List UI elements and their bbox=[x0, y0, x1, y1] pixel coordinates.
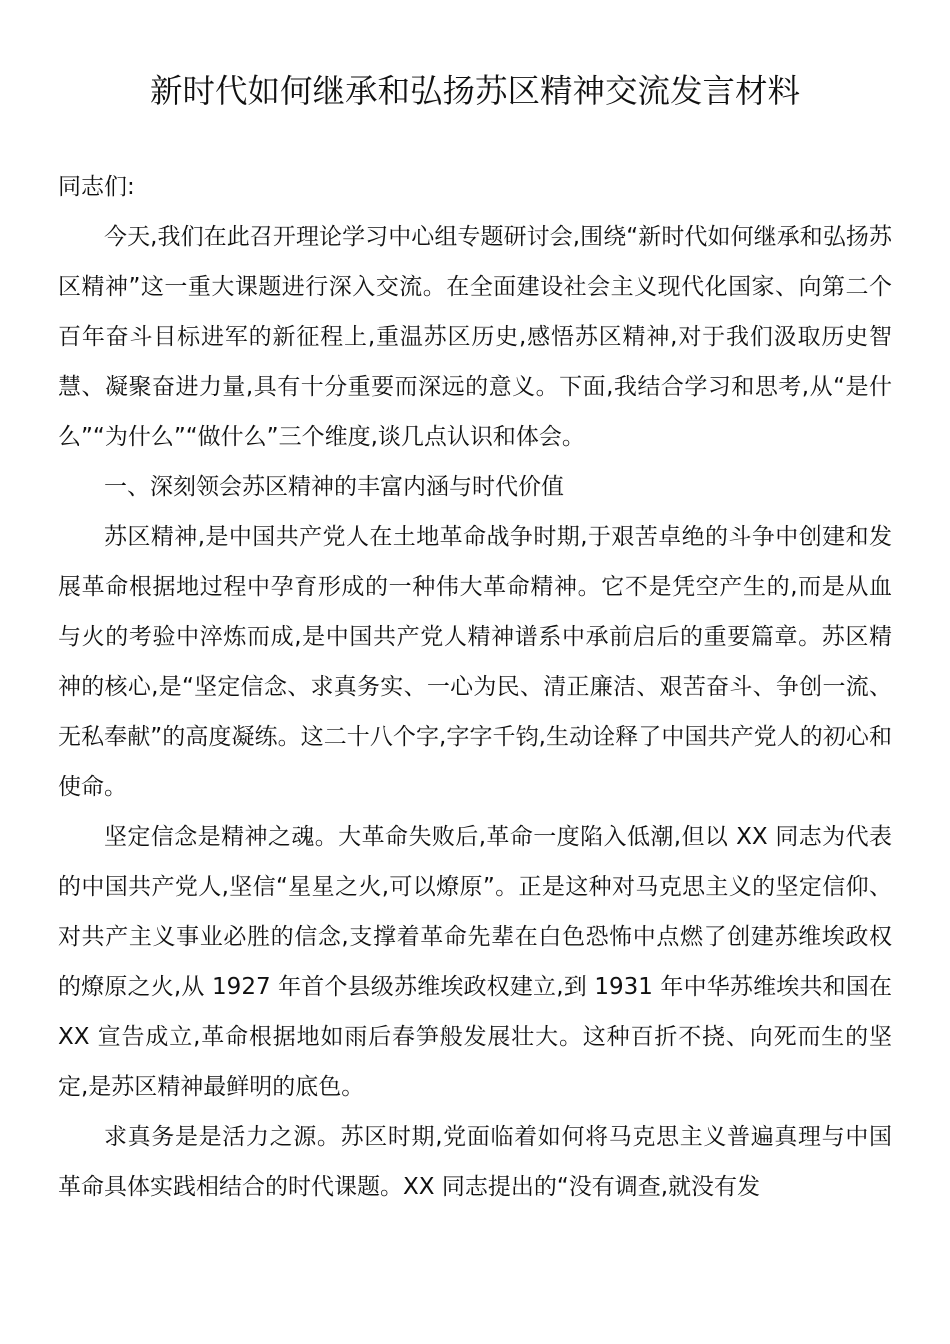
document-title: 新时代如何继承和弘扬苏区精神交流发言材料 bbox=[149, 72, 800, 110]
intro-paragraph: 今天,我们在此召开理论学习中心组专题研讨会,围绕“新时代如何继承和弘扬苏区精神”这一重大课题进行深入交流。在全面建设社会主义现代化国家、向第二个百年奋斗目标进军的新征程上,重温苏区历史,感悟苏区精神,对于我们汲取历史智慧、凝聚奋进力量,具有十分重要而深远的意义。下面,我结合学习和思考,从“是什么”“为什么”“做什么”三个维度,谈几点认识和体会。 bbox=[58, 224, 892, 450]
salutation: 同志们: bbox=[58, 174, 135, 200]
paragraph-firm-belief: 坚定信念是精神之魂。大革命失败后,革命一度陷入低潮,但以 XX 同志为代表的中国共产党人,坚信“星星之火,可以燎原”。正是这种对马克思主义的坚定信仰、对共产主义事业必胜的信念,支撑着革命先辈在白色恐怖中点燃了创建苏维埃政权的燎原之火,从 1927 年首个县级苏维埃政权建立,到 1931 年中华苏维埃共和国在 XX 宣告成立,革命根据地如雨后春笋般发展壮大。这种百折不挠、向死而生的坚定,是苏区精神最鲜明的底色。 bbox=[58, 824, 892, 1100]
paragraph-spirit-definition: 苏区精神,是中国共产党人在土地革命战争时期,于艰苦卓绝的斗争中创建和发展革命根据地过程中孕育形成的一种伟大革命精神。它不是凭空产生的,而是从血与火的考验中淬炼而成,是中国共产党人精神谱系中承前启后的重要篇章。苏区精神的核心,是“坚定信念、求真务实、一心为民、清正廉洁、艰苦奋斗、争创一流、无私奉献”的高度凝练。这二十八个字,字字千钧,生动诠释了中国共产党人的初心和使命。 bbox=[58, 524, 892, 800]
paragraph-seek-truth: 求真务是是活力之源。苏区时期,党面临着如何将马克思主义普遍真理与中国革命具体实践相结合的时代课题。XX 同志提出的“没有调查,就没有发 bbox=[58, 1124, 892, 1200]
document-page bbox=[58, 0, 892, 1212]
section-heading-1: 一、深刻领会苏区精神的丰富内涵与时代价值 bbox=[104, 474, 564, 500]
